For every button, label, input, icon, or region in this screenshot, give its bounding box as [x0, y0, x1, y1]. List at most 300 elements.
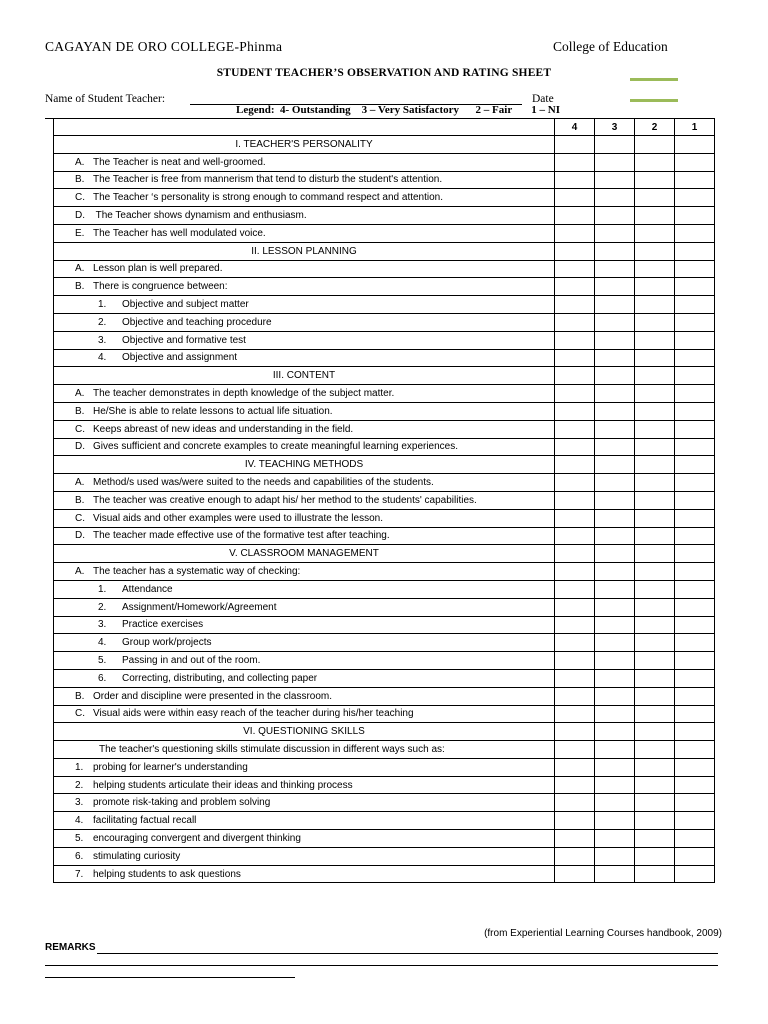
criterion-row: [54, 616, 715, 634]
rating-cell-3[interactable]: [595, 438, 635, 456]
rating-cell-4[interactable]: [555, 224, 595, 242]
rating-cell-2[interactable]: [635, 331, 675, 349]
criterion-text: The Teacher shows dynamism and enthusiasm.: [93, 210, 307, 222]
rating-cell-2[interactable]: [635, 830, 675, 848]
criterion-row: [54, 189, 715, 207]
sheet-title: STUDENT TEACHER’S OBSERVATION AND RATING SHEET: [216, 67, 552, 79]
criterion-cell: [54, 812, 555, 830]
rating-col-1: 1: [675, 119, 715, 136]
section-header-row: [54, 242, 715, 260]
rating-cell-1[interactable]: [675, 758, 715, 776]
rating-cell-3[interactable]: [595, 278, 635, 296]
criterion-marker: D.: [75, 530, 85, 542]
rating-cell-2[interactable]: [635, 260, 675, 278]
rating-cell-3[interactable]: [595, 563, 635, 581]
rating-cell-1[interactable]: [675, 598, 715, 616]
criterion-marker: 1.: [98, 299, 107, 311]
criterion-row: [54, 794, 715, 812]
criterion-cell: [54, 189, 555, 207]
criterion-cell: [54, 385, 555, 403]
remarks-field[interactable]: [97, 953, 718, 954]
criterion-text: Correcting, distributing, and collecting paper: [122, 672, 318, 684]
criterion-text: Keeps abreast of new ideas and understanding in the field.: [93, 423, 354, 435]
criterion-row: [54, 847, 715, 865]
rating-col-2: 2: [635, 119, 675, 136]
criterion-row: [54, 491, 715, 509]
remarks-line[interactable]: [45, 977, 295, 978]
criterion-text: The teacher demonstrates in depth knowledge of the subject matter.: [93, 388, 395, 400]
rating-cell-3[interactable]: [595, 296, 635, 314]
rating-cell-4[interactable]: [555, 865, 595, 883]
rating-cell-1[interactable]: [675, 794, 715, 812]
criterion-row: [54, 634, 715, 652]
rating-cell-1: [675, 545, 715, 563]
criterion-marker: C.: [75, 708, 85, 720]
criterion-marker: 5.: [75, 832, 84, 844]
rating-cell-3[interactable]: [595, 865, 635, 883]
criterion-cell: [54, 296, 555, 314]
criterion-text: Group work/projects: [122, 637, 212, 649]
criterion-cell: [54, 207, 555, 225]
criterion-row: [54, 296, 715, 314]
rating-cell-3[interactable]: [595, 349, 635, 367]
rating-cell-4[interactable]: [555, 189, 595, 207]
criterion-text: helping students articulate their ideas and thinking process: [93, 779, 353, 791]
criterion-marker: 1.: [75, 761, 84, 773]
rating-cell-4[interactable]: [555, 527, 595, 545]
criterion-cell: [54, 652, 555, 670]
criterion-row: [54, 865, 715, 883]
rating-cell-1: [675, 723, 715, 741]
rating-cell-1[interactable]: [675, 687, 715, 705]
rating-cell-3[interactable]: [595, 491, 635, 509]
rating-cell-4[interactable]: [555, 438, 595, 456]
rating-cell-2[interactable]: [635, 509, 675, 527]
rating-legend: Legend: 4- Outstanding 3 – Very Satisfactory 2 – Fair 1 – NI: [236, 104, 560, 116]
criterion-cell: [54, 669, 555, 687]
section-header-row: [54, 545, 715, 563]
criterion-marker: B.: [75, 690, 85, 702]
rating-cell-2[interactable]: [635, 847, 675, 865]
criterion-marker: E.: [75, 227, 85, 239]
criterion-marker: 6.: [98, 672, 107, 684]
rating-table: [53, 118, 715, 883]
criterion-marker: A.: [75, 156, 85, 168]
criterion-row: [54, 509, 715, 527]
criterion-text: The Teacher ‘s personality is strong enough to command respect and attention.: [93, 192, 444, 204]
rating-cell-2[interactable]: [635, 491, 675, 509]
criterion-marker: 4.: [98, 352, 107, 364]
criterion-cell: [54, 741, 555, 759]
rating-cell-4: [555, 242, 595, 260]
rating-cell-4[interactable]: [555, 812, 595, 830]
criterion-row: [54, 776, 715, 794]
rating-cell-2[interactable]: [635, 296, 675, 314]
rating-cell-2[interactable]: [635, 313, 675, 331]
rating-cell-3[interactable]: [595, 313, 635, 331]
criterion-marker: 4.: [98, 637, 107, 649]
criterion-marker: 7.: [75, 868, 84, 880]
rating-cell-3[interactable]: [595, 153, 635, 171]
criterion-text: The teacher has a systematic way of checking:: [93, 566, 301, 578]
criterion-row: [54, 474, 715, 492]
rating-cell-3[interactable]: [595, 616, 635, 634]
rating-cell-3[interactable]: [595, 634, 635, 652]
rating-cell-2: [635, 456, 675, 474]
rating-cell-2[interactable]: [635, 420, 675, 438]
criterion-cell: [54, 847, 555, 865]
rating-cell-4[interactable]: [555, 278, 595, 296]
rating-cell-3[interactable]: [595, 652, 635, 670]
rating-cell-3[interactable]: [595, 776, 635, 794]
rating-cell-4[interactable]: [555, 491, 595, 509]
rating-cell-2[interactable]: [635, 207, 675, 225]
rating-cell-2[interactable]: [635, 580, 675, 598]
rating-cell-3[interactable]: [595, 189, 635, 207]
criterion-marker: A.: [75, 566, 85, 578]
rating-cell-3[interactable]: [595, 830, 635, 848]
rating-cell-1[interactable]: [675, 634, 715, 652]
criterion-row: [54, 385, 715, 403]
criterion-cell: [54, 580, 555, 598]
criterion-cell: [54, 598, 555, 616]
rating-cell-3: [595, 456, 635, 474]
rating-cell-3[interactable]: [595, 598, 635, 616]
rating-cell-3[interactable]: [595, 474, 635, 492]
criterion-cell: [54, 171, 555, 189]
rating-cell-4: [555, 367, 595, 385]
criterion-text: Objective and teaching procedure: [122, 316, 272, 328]
criterion-text: There is congruence between:: [93, 281, 228, 293]
rating-cell-4[interactable]: [555, 331, 595, 349]
criterion-row: [54, 652, 715, 670]
rating-cell-4[interactable]: [555, 349, 595, 367]
rating-cell-1[interactable]: [675, 420, 715, 438]
rating-cell-4[interactable]: [555, 705, 595, 723]
rating-cell-2[interactable]: [635, 865, 675, 883]
criterion-row: [54, 830, 715, 848]
rating-cell-3[interactable]: [595, 794, 635, 812]
rating-cell-1[interactable]: [675, 865, 715, 883]
criterion-row: [54, 207, 715, 225]
criterion-cell: [54, 865, 555, 883]
rating-cell-3[interactable]: [595, 331, 635, 349]
rating-cell-4[interactable]: [555, 260, 595, 278]
rating-cell-4[interactable]: [555, 687, 595, 705]
criterion-text: Method/s used was/were suited to the needs and capabilities of the students.: [93, 477, 434, 489]
rating-cell-1[interactable]: [675, 260, 715, 278]
rating-cell-3[interactable]: [595, 402, 635, 420]
criterion-cell: [54, 313, 555, 331]
criterion-row: [54, 171, 715, 189]
rating-cell-3: [595, 136, 635, 154]
criterion-row: [54, 438, 715, 456]
rating-cell-4: [555, 741, 595, 759]
rating-cell-2[interactable]: [635, 278, 675, 296]
criterion-marker: A.: [75, 388, 85, 400]
rating-cell-3[interactable]: [595, 812, 635, 830]
criterion-row: [54, 669, 715, 687]
rating-header-row: [54, 119, 715, 136]
criterion-text: facilitating factual recall: [93, 815, 197, 827]
remarks-line[interactable]: [45, 965, 718, 966]
section-title: II. LESSON PLANNING: [54, 242, 555, 260]
criterion-cell: [54, 776, 555, 794]
rating-cell-2[interactable]: [635, 153, 675, 171]
rating-cell-4[interactable]: [555, 402, 595, 420]
rating-cell-4[interactable]: [555, 616, 595, 634]
accent-line: [630, 99, 678, 102]
rating-cell-2[interactable]: [635, 794, 675, 812]
criterion-row: [54, 741, 715, 759]
criterion-text: Order and discipline were presented in the classroom.: [93, 690, 333, 702]
rating-cell-2[interactable]: [635, 598, 675, 616]
rating-cell-4[interactable]: [555, 669, 595, 687]
criterion-text: Visual aids and other examples were used to illustrate the lesson.: [93, 512, 383, 524]
rating-cell-1[interactable]: [675, 224, 715, 242]
rating-cell-3[interactable]: [595, 224, 635, 242]
rating-cell-3[interactable]: [595, 687, 635, 705]
criterion-row: [54, 402, 715, 420]
rating-cell-3[interactable]: [595, 705, 635, 723]
section-header-row: [54, 367, 715, 385]
criterion-cell: [54, 705, 555, 723]
criterion-row: [54, 420, 715, 438]
rating-cell-3[interactable]: [595, 758, 635, 776]
criterion-marker: B.: [75, 405, 85, 417]
rating-cell-2[interactable]: [635, 171, 675, 189]
criterion-cell: [54, 509, 555, 527]
rating-cell-4[interactable]: [555, 385, 595, 403]
criterion-row: [54, 812, 715, 830]
rating-cell-4[interactable]: [555, 580, 595, 598]
criterion-marker: 3.: [98, 334, 107, 346]
criterion-marker: 5.: [98, 655, 107, 666]
criterion-text: Attendance: [122, 583, 173, 595]
criterion-marker: 2.: [98, 316, 107, 328]
rating-cell-4[interactable]: [555, 296, 595, 314]
criterion-cell: [54, 402, 555, 420]
criterion-text: The Teacher is free from mannerism that tend to disturb the student's attention.: [93, 174, 443, 186]
criterion-row: [54, 153, 715, 171]
rating-cell-3[interactable]: [595, 580, 635, 598]
criterion-cell: [54, 278, 555, 296]
criterion-cell: [54, 794, 555, 812]
criterion-row: [54, 563, 715, 581]
department-name: College of Education: [553, 39, 668, 54]
rating-cell-1[interactable]: [675, 296, 715, 314]
rating-cell-1[interactable]: [675, 705, 715, 723]
rating-cell-3[interactable]: [595, 260, 635, 278]
rating-cell-2[interactable]: [635, 527, 675, 545]
rating-cell-1[interactable]: [675, 438, 715, 456]
criterion-marker: C.: [75, 423, 85, 435]
rating-cell-2[interactable]: [635, 616, 675, 634]
rating-cell-1[interactable]: [675, 349, 715, 367]
criterion-text: encouraging convergent and divergent thinking: [93, 832, 301, 844]
criterion-text: Assignment/Homework/Agreement: [122, 601, 277, 613]
rating-cell-1: [675, 456, 715, 474]
criterion-row: [54, 224, 715, 242]
section-header-row: [54, 723, 715, 741]
rating-cell-1: [675, 242, 715, 260]
criterion-text: Objective and assignment: [122, 352, 238, 364]
criterion-text: The Teacher is neat and well-groomed.: [93, 156, 266, 168]
section-title: VI. QUESTIONING SKILLS: [54, 723, 555, 741]
rating-cell-4[interactable]: [555, 758, 595, 776]
criterion-cell: [54, 758, 555, 776]
criterion-cell: [54, 687, 555, 705]
section-title: IV. TEACHING METHODS: [54, 456, 555, 474]
rating-cell-1[interactable]: [675, 812, 715, 830]
rating-cell-2[interactable]: [635, 634, 675, 652]
criterion-cell: [54, 616, 555, 634]
criterion-marker: 3.: [75, 797, 84, 809]
rating-cell-3[interactable]: [595, 385, 635, 403]
rating-cell-4[interactable]: [555, 598, 595, 616]
rating-cell-1[interactable]: [675, 847, 715, 865]
rating-cell-3[interactable]: [595, 207, 635, 225]
date-label: Date: [532, 93, 554, 105]
rating-cell-2: [635, 545, 675, 563]
rating-cell-1[interactable]: [675, 278, 715, 296]
rating-cell-2[interactable]: [635, 402, 675, 420]
criterion-text: probing for learner's understanding: [93, 761, 248, 773]
rating-cell-4[interactable]: [555, 313, 595, 331]
criterion-marker: 1.: [98, 583, 107, 595]
rating-cell-1[interactable]: [675, 616, 715, 634]
criterion-text: The Teacher has well modulated voice.: [93, 227, 266, 239]
rating-cell-3[interactable]: [595, 509, 635, 527]
rating-cell-2: [635, 367, 675, 385]
criterion-text: Passing in and out of the room.: [122, 655, 261, 666]
rating-cell-1[interactable]: [675, 527, 715, 545]
criterion-cell: [54, 420, 555, 438]
criterion-marker: 4.: [75, 815, 84, 827]
rating-cell-2[interactable]: [635, 224, 675, 242]
rating-cell-2[interactable]: [635, 385, 675, 403]
rating-cell-2: [635, 741, 675, 759]
rating-cell-2[interactable]: [635, 189, 675, 207]
criterion-marker: 6.: [75, 850, 84, 862]
criterion-marker: B.: [75, 281, 85, 293]
rating-cell-1[interactable]: [675, 385, 715, 403]
rating-cell-3[interactable]: [595, 847, 635, 865]
rating-cell-1[interactable]: [675, 313, 715, 331]
criterion-text: Objective and subject matter: [122, 299, 249, 311]
criterion-cell: [54, 153, 555, 171]
rating-cell-2[interactable]: [635, 349, 675, 367]
rating-cell-2[interactable]: [635, 652, 675, 670]
rating-cell-4[interactable]: [555, 474, 595, 492]
rating-cell-1[interactable]: [675, 153, 715, 171]
criterion-text: helping students to ask questions: [93, 868, 241, 880]
rating-cell-2[interactable]: [635, 563, 675, 581]
criterion-text: stimulating curiosity: [93, 850, 181, 862]
rating-cell-2: [635, 136, 675, 154]
rating-cell-4[interactable]: [555, 776, 595, 794]
rating-cell-1[interactable]: [675, 402, 715, 420]
rating-cell-1[interactable]: [675, 830, 715, 848]
rating-cell-4[interactable]: [555, 830, 595, 848]
section-header-row: [54, 456, 715, 474]
rating-cell-2[interactable]: [635, 474, 675, 492]
rating-cell-1[interactable]: [675, 171, 715, 189]
rating-cell-4: [555, 456, 595, 474]
rating-cell-4[interactable]: [555, 847, 595, 865]
rating-cell-3[interactable]: [595, 420, 635, 438]
criterion-row: [54, 313, 715, 331]
rating-cell-2: [635, 242, 675, 260]
criterion-row: [54, 331, 715, 349]
rating-cell-4[interactable]: [555, 153, 595, 171]
rating-cell-3: [595, 242, 635, 260]
criterion-cell: [54, 491, 555, 509]
criterion-cell: [54, 830, 555, 848]
criterion-row: [54, 260, 715, 278]
rating-cell-1[interactable]: [675, 474, 715, 492]
rating-cell-2[interactable]: [635, 687, 675, 705]
section-title: III. CONTENT: [54, 367, 555, 385]
criterion-row: [54, 349, 715, 367]
rating-cell-4[interactable]: [555, 171, 595, 189]
rating-cell-4[interactable]: [555, 634, 595, 652]
rating-cell-1[interactable]: [675, 776, 715, 794]
rating-cell-4[interactable]: [555, 652, 595, 670]
rating-cell-4: [555, 723, 595, 741]
rating-cell-2[interactable]: [635, 438, 675, 456]
rating-cell-1[interactable]: [675, 563, 715, 581]
criterion-row: [54, 705, 715, 723]
rating-cell-1[interactable]: [675, 652, 715, 670]
remarks-label: REMARKS: [45, 942, 96, 953]
criterion-marker: 2.: [98, 601, 107, 613]
rating-cell-4[interactable]: [555, 794, 595, 812]
rating-cell-1[interactable]: [675, 491, 715, 509]
criterion-row: [54, 278, 715, 296]
rating-cell-2[interactable]: [635, 705, 675, 723]
rating-cell-2[interactable]: [635, 758, 675, 776]
rating-cell-2[interactable]: [635, 669, 675, 687]
rating-cell-3[interactable]: [595, 669, 635, 687]
rating-cell-2[interactable]: [635, 812, 675, 830]
rating-col-4: 4: [555, 119, 595, 136]
rating-cell-4[interactable]: [555, 207, 595, 225]
rating-cell-1[interactable]: [675, 669, 715, 687]
criterion-marker: C.: [75, 192, 85, 204]
rating-cell-1[interactable]: [675, 207, 715, 225]
rating-cell-4[interactable]: [555, 509, 595, 527]
rating-cell-3[interactable]: [595, 171, 635, 189]
rating-cell-1[interactable]: [675, 331, 715, 349]
criterion-text: He/She is able to relate lessons to actual life situation.: [93, 405, 333, 417]
rating-cell-1[interactable]: [675, 509, 715, 527]
criterion-cell: [54, 260, 555, 278]
rating-cell-1[interactable]: [675, 580, 715, 598]
criterion-marker: C.: [75, 512, 85, 524]
section-header-row: [54, 136, 715, 154]
criterion-text: Visual aids were within easy reach of the teacher during his/her teaching: [93, 708, 414, 720]
rating-cell-4[interactable]: [555, 563, 595, 581]
criterion-row: [54, 580, 715, 598]
criterion-row: [54, 527, 715, 545]
rating-cell-2[interactable]: [635, 776, 675, 794]
rating-cell-1[interactable]: [675, 189, 715, 207]
rating-cell-4[interactable]: [555, 420, 595, 438]
criterion-cell: [54, 331, 555, 349]
source-citation: (from Experiential Learning Courses handbook, 2009): [484, 928, 722, 939]
rating-cell-3[interactable]: [595, 527, 635, 545]
